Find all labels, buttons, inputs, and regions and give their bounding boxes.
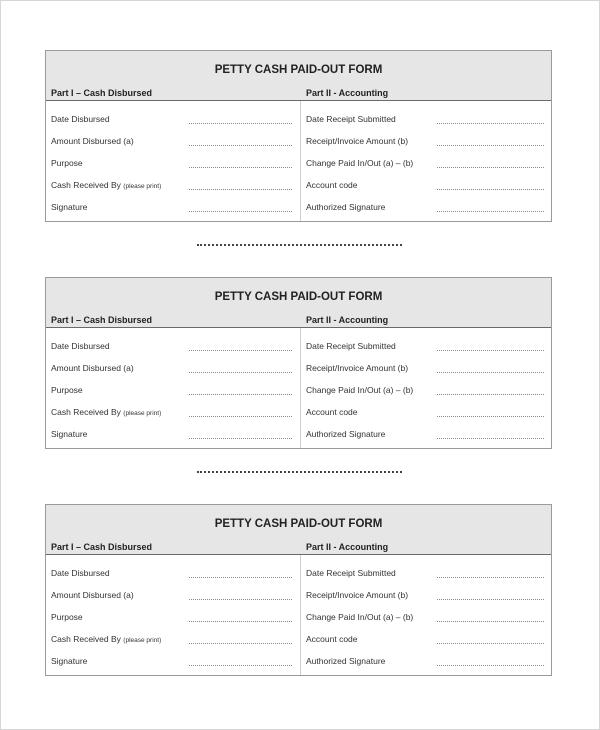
form-title: PETTY CASH PAID-OUT FORM bbox=[214, 291, 383, 303]
fill-in-line[interactable] bbox=[437, 643, 544, 644]
field-note: (please print) bbox=[123, 183, 162, 190]
field-label: Purpose bbox=[51, 385, 83, 395]
fill-in-line[interactable] bbox=[437, 211, 544, 212]
form-title: PETTY CASH PAID-OUT FORM bbox=[214, 64, 383, 76]
field-label: Signature bbox=[51, 202, 88, 212]
field-note: (please print) bbox=[123, 410, 162, 417]
field-receipt-invoice-amount bbox=[46, 136, 551, 150]
fill-in-line[interactable] bbox=[437, 167, 544, 168]
form-header bbox=[46, 51, 551, 101]
cut-line bbox=[197, 471, 402, 473]
field-change-paid bbox=[46, 612, 551, 626]
field-label: Receipt/Invoice Amount (b) bbox=[306, 363, 409, 373]
field-date-receipt-submitted bbox=[46, 341, 551, 355]
fill-in-line[interactable] bbox=[437, 372, 544, 373]
fill-in-line[interactable] bbox=[437, 577, 544, 578]
field-receipt-invoice-amount bbox=[46, 363, 551, 377]
field-label: Cash Received By bbox=[51, 180, 121, 190]
fill-in-line[interactable] bbox=[437, 145, 544, 146]
field-account-code bbox=[46, 407, 551, 421]
part-1-heading: Part I – Cash Disbursed bbox=[51, 88, 153, 98]
fill-in-line[interactable] bbox=[437, 665, 544, 666]
field-authorized-signature bbox=[46, 202, 551, 216]
field-label: Date Receipt Submitted bbox=[306, 114, 396, 124]
field-label: Authorized Signature bbox=[306, 429, 386, 439]
field-label: Receipt/Invoice Amount (b) bbox=[306, 590, 409, 600]
fill-in-line[interactable] bbox=[437, 416, 544, 417]
petty-cash-form-2 bbox=[45, 277, 552, 449]
field-label: Amount Disbursed (a) bbox=[51, 590, 134, 600]
field-authorized-signature bbox=[46, 429, 551, 443]
field-label: Date Receipt Submitted bbox=[306, 341, 396, 351]
field-label: Change Paid In/Out (a) – (b) bbox=[306, 385, 414, 395]
part-2-heading: Part II - Accounting bbox=[306, 88, 389, 98]
fill-in-line[interactable] bbox=[437, 599, 544, 600]
field-label: Amount Disbursed (a) bbox=[51, 363, 134, 373]
part-2-heading: Part II - Accounting bbox=[306, 542, 389, 552]
petty-cash-form-1 bbox=[45, 50, 552, 222]
field-label: Amount Disbursed (a) bbox=[51, 136, 134, 146]
cut-line bbox=[197, 244, 402, 246]
field-label: Account code bbox=[306, 180, 358, 190]
field-label: Cash Received By bbox=[51, 634, 121, 644]
field-label: Date Disbursed bbox=[51, 568, 110, 578]
field-label: Date Disbursed bbox=[51, 114, 110, 124]
form-header bbox=[46, 505, 551, 555]
petty-cash-form-3 bbox=[45, 504, 552, 676]
fill-in-line[interactable] bbox=[437, 189, 544, 190]
field-label: Date Receipt Submitted bbox=[306, 568, 396, 578]
field-receipt-invoice-amount bbox=[46, 590, 551, 604]
field-label: Signature bbox=[51, 429, 88, 439]
fill-in-line[interactable] bbox=[437, 621, 544, 622]
field-label: Change Paid In/Out (a) – (b) bbox=[306, 158, 414, 168]
field-label: Purpose bbox=[51, 612, 83, 622]
field-label: Signature bbox=[51, 656, 88, 666]
field-change-paid bbox=[46, 385, 551, 399]
field-authorized-signature bbox=[46, 656, 551, 670]
fill-in-line[interactable] bbox=[437, 438, 544, 439]
fill-in-line[interactable] bbox=[437, 394, 544, 395]
field-account-code bbox=[46, 634, 551, 648]
form-title: PETTY CASH PAID-OUT FORM bbox=[214, 518, 383, 530]
field-label: Account code bbox=[306, 634, 358, 644]
field-account-code bbox=[46, 180, 551, 194]
field-label: Account code bbox=[306, 407, 358, 417]
field-label: Change Paid In/Out (a) – (b) bbox=[306, 612, 414, 622]
fill-in-line[interactable] bbox=[437, 350, 544, 351]
field-label: Cash Received By bbox=[51, 407, 121, 417]
field-date-receipt-submitted bbox=[46, 568, 551, 582]
field-change-paid bbox=[46, 158, 551, 172]
field-label: Authorized Signature bbox=[306, 202, 386, 212]
field-note: (please print) bbox=[123, 637, 162, 644]
field-label: Purpose bbox=[51, 158, 83, 168]
field-label: Authorized Signature bbox=[306, 656, 386, 666]
part-2-heading: Part II - Accounting bbox=[306, 315, 389, 325]
field-label: Date Disbursed bbox=[51, 341, 110, 351]
field-date-receipt-submitted bbox=[46, 114, 551, 128]
part-1-heading: Part I – Cash Disbursed bbox=[51, 542, 153, 552]
field-label: Receipt/Invoice Amount (b) bbox=[306, 136, 409, 146]
part-1-heading: Part I – Cash Disbursed bbox=[51, 315, 153, 325]
fill-in-line[interactable] bbox=[437, 123, 544, 124]
form-header bbox=[46, 278, 551, 328]
